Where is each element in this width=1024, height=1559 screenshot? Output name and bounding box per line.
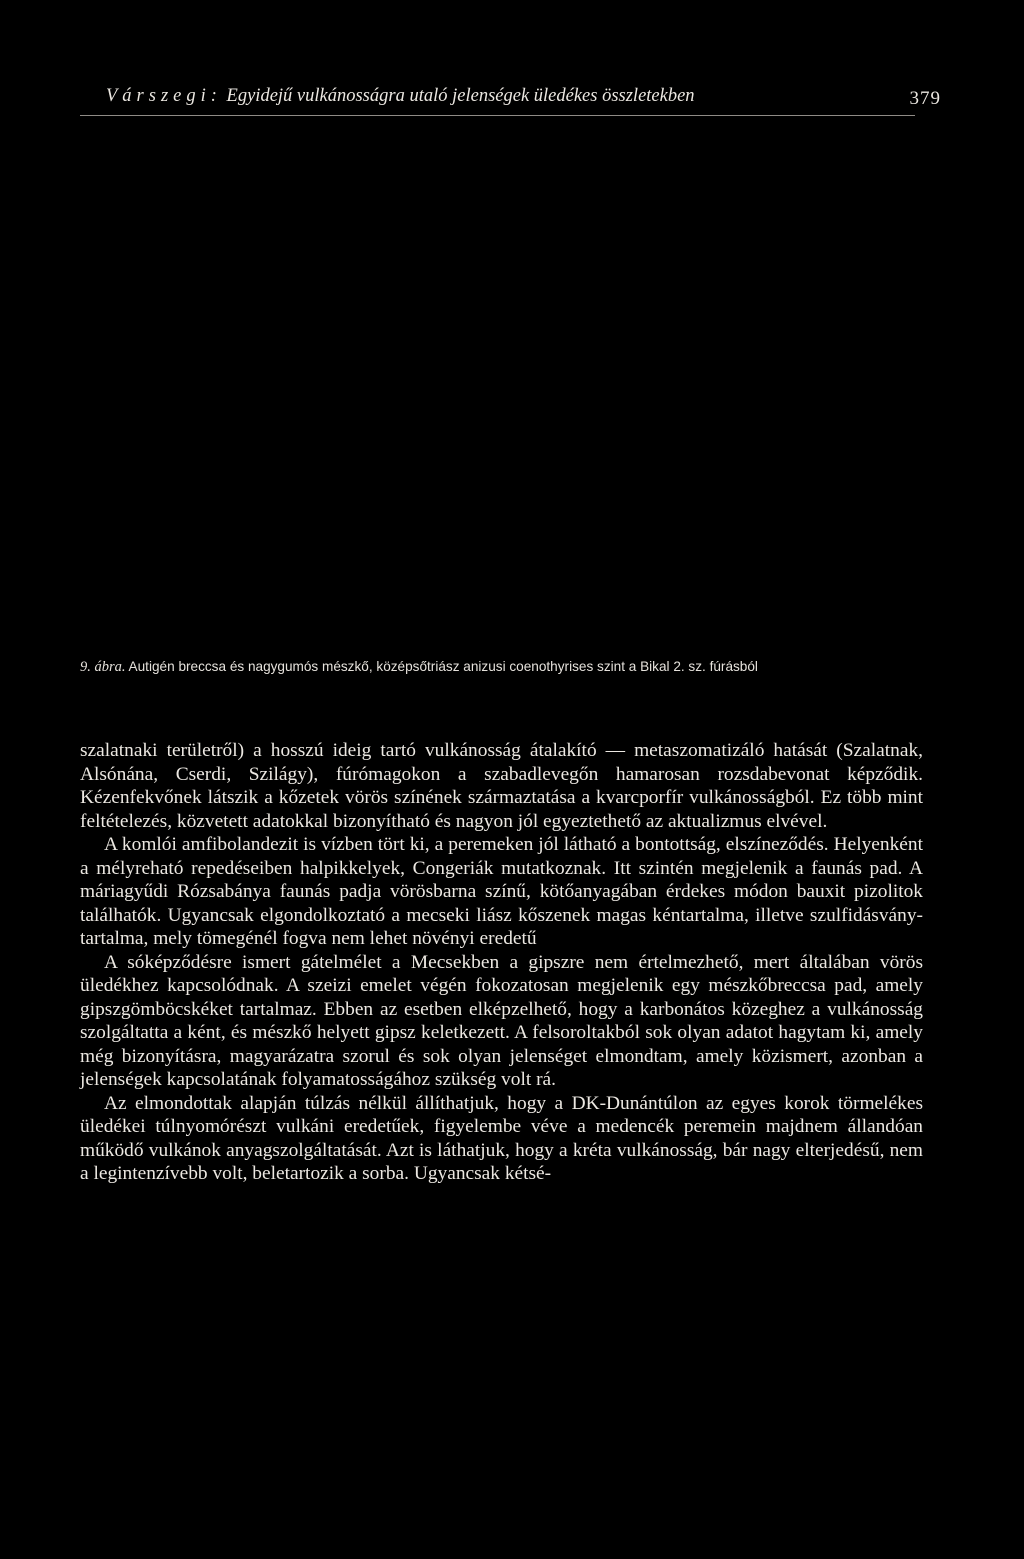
running-title [106, 86, 695, 107]
figure-caption [80, 659, 960, 676]
figure-label: 9. ábra. [80, 659, 126, 675]
paragraph-2: A komlói amfibolandezit is vízben tört ki, a peremeken jól látható a bontottság, elszíneződés. Helyenként a mélyreható repedéseiben halpikkelyek, Congeriák mutatkoznak. Itt szintén megjelenik a faunás pad. A máriagyűdi Rózsabánya faunás padja vörösbarna színű, kötőanyagában érdekes módon bauxit pizolitok találhatók. Ugyancsak elgondolkoztató a mecseki liász kőszenek magas kéntartalma, illetve szulfidásvány-tartalma, mely tömegénél fogva nem lehet növényi eredetű [80, 834, 923, 949]
paragraph-3: A sóképződésre ismert gátelmélet a Mecsekben a gipszre nem értelmezhető, mert általában vörös üledékhez kapcsolódnak. A szeizi emelet végén fokozatosan megjelenik egy mészkőbreccsa pad, amely gipszgömböcskéket tartalmaz. Ebben az esetben elképzelhető, hogy a karbonátos közeghez a vulkánosság szolgáltatta a ként, és mészkő helyett gipsz keletkezett. A felsoroltakból sok olyan adatot hagytam ki, amely még bizonyításra, magyarázatra szorul és sok olyan jelenséget elmondtam, amely közismert, azonban a jelenségek kapcsolatának folyamatosságához szükség volt rá. [80, 951, 923, 1090]
page-number: 379 [909, 88, 941, 109]
running-header [80, 76, 945, 116]
paragraph-1: szalatnaki területről) a hosszú ideig tartó vulkánosság átalakító — metaszomatizáló hatását (Szalatnak, Alsónána, Cserdi, Szilágy), fúrómagokon a szabadlevegőn hamarosan rozsdabevonat képződik. Kézenfekvőnek látszik a kőzetek vörös színének származtatása a kvarcporfír vulkánosságból. Ez több mint feltételezés, közvetett adatokkal bizonyítható és nagyon jól egyeztethető az aktualizmus elvével. [80, 740, 923, 832]
figure-caption-text: Autigén breccsa és nagygumós mészkő, középsőtriász anizusi coenothyrises szint a Bikal 2. sz. fúrásból [125, 659, 758, 674]
header-author: Várszegi: [106, 86, 222, 106]
header-title: Egyidejű vulkánosságra utaló jelenségek üledékes összletekben [221, 86, 695, 106]
header-rule [80, 115, 915, 116]
paragraph-4: Az elmondottak alapján túlzás nélkül állíthatjuk, hogy a DK-Dunántúlon az egyes korok törmelékes üledékei túlnyomórészt vulkáni eredetűek, figyelembe véve a medencék peremein majdnem állandóan működő vulkánok anyagszolgáltatását. Azt is láthatjuk, hogy a kréta vulkánosság, bár nagy elterjedésű, nem a legintenzívebb volt, beletartozik a sorba. Ugyancsak kétsé- [80, 1092, 923, 1184]
body-text [80, 739, 923, 1186]
figure-image [80, 120, 945, 645]
